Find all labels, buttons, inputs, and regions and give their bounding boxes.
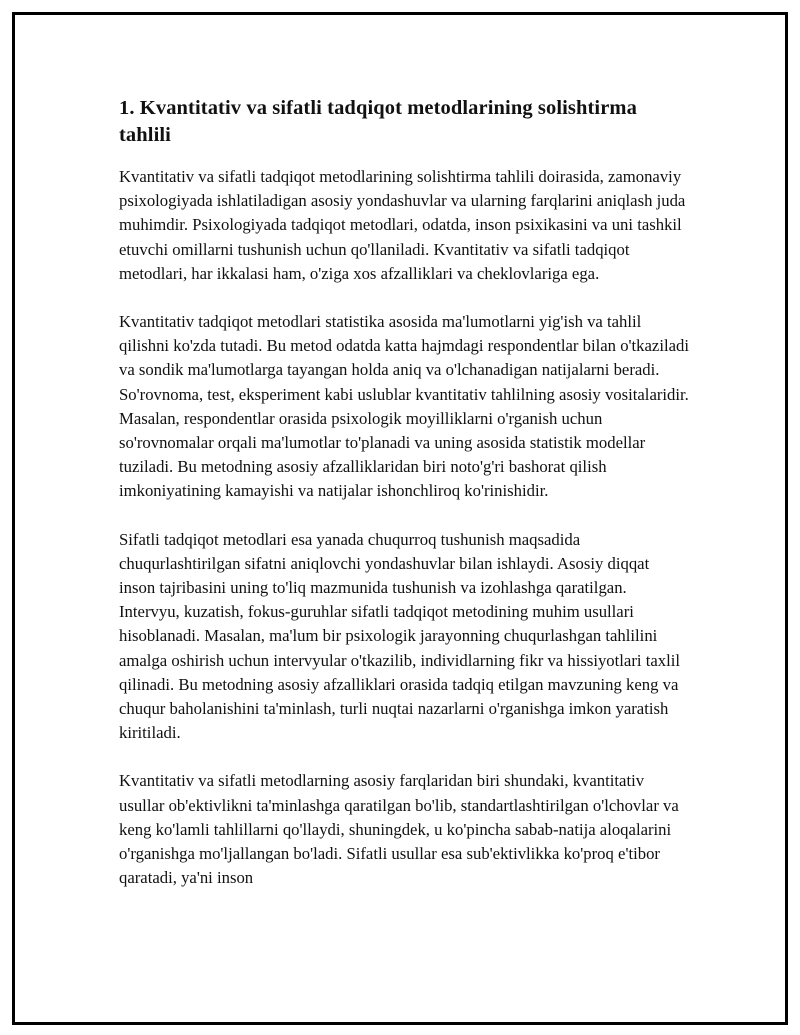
section-heading: 1. Kvantitativ va sifatli tadqiqot metodlarining solishtirma tahlili: [119, 97, 637, 146]
paragraph-intro: Kvantitativ va sifatli tadqiqot metodlarining solishtirma tahlili doirasida, zamonaviy psixologiyada ishlatiladigan asosiy yondashuvlar va ularning farqlarini aniqlash juda muhimdir. Psixologiyada tadqiqot metodlari, odatda, inson psixikasini va uni tashkil etuvchi omillarni tushunish uchun qo'llaniladi. Kvantitativ va sifatli tadqiqot metodlari, har ikkalasi ham, o'ziga xos afzalliklari va cheklovlariga ega.: [119, 167, 686, 283]
paragraph-qualitative: Sifatli tadqiqot metodlari esa yanada chuqurroq tushunish maqsadida chuqurlashtirilgan sifatni aniqlovchi yondashuvlar bilan ishlaydi. Asosiy diqqat inson tajribasini uning to'liq mazmunida tushunish va izohlashga qaratilgan. Intervyu, kuzatish, fokus-guruhlar sifatli tadqiqot metodining muhim usullari hisoblanadi. Masalan, ma'lum bir psixologik jarayonning chuqurlashgan tahlilini amalga oshirish uchun intervyular o'tkazilib, individlarning fikr va hissiyotlari taxlil qilinadi. Bu metodning asosiy afzalliklari orasida tadqiq etilgan mavzuning keng va chuqur baholanishini ta'minlash, turli nuqtai nazarlarni o'rganishga imkon yaratish kiritiladi.: [119, 529, 680, 743]
paragraph-quantitative: Kvantitativ tadqiqot metodlari statistika asosida ma'lumotlarni yig'ish va tahlil qilishni ko'zda tutadi. Bu metod odatda katta hajmdagi respondentlar bilan o'tkaziladi va sondik ma'lumotlarga tayangan holda aniq va o'lchanadigan natijalarni beradi. So'rovnoma, test, eksperiment kabi uslublar kvantitativ tahlilning asosiy vositalaridir. Masalan, respondentlar orasida psixologik moyilliklarni o'rganish uchun so'rovnomalar orqali ma'lumotlar to'planadi va uning asosida statistik modellar tuziladi. Bu metodning asosiy afzalliklaridan biri noto'g'ri bashorat qilish imkoniyatining kamayishi va natijalar ishonchliroq ko'rinishidir.: [119, 312, 689, 501]
paragraph-differences: Kvantitativ va sifatli metodlarning asosiy farqlaridan biri shundaki, kvantitativ usullar ob'ektivlikni ta'minlashga qaratilgan bo'lib, standartlashtirilgan o'lchovlar va keng ko'lamli tahlillarni qo'llaydi, shuningdek, u ko'pincha sabab-natija aloqalarini o'rganishga mo'ljallangan bo'ladi. Sifatli usullar esa sub'ektivlikka ko'proq e'tibor qaratadi, ya'ni inson: [119, 771, 679, 888]
document-body: [119, 95, 689, 914]
page-frame: [12, 12, 788, 1025]
